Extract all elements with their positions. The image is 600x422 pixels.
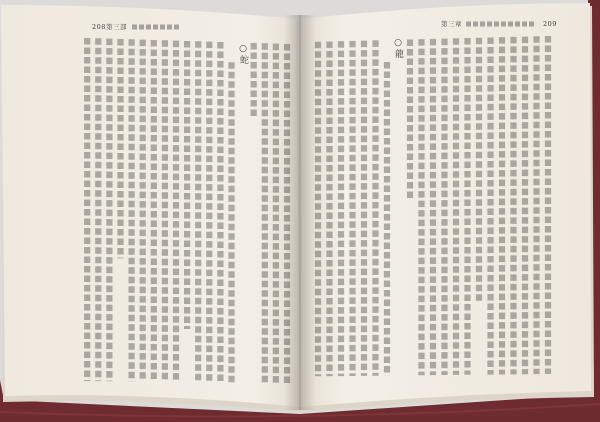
left-section-heading: ○蛇 — [238, 44, 248, 65]
left-page-number: 208 — [92, 23, 106, 31]
right-section-heading: ○龍 — [393, 38, 403, 59]
right-page-number: 209 — [543, 20, 557, 28]
right-running-header: 第三章 — [441, 20, 462, 28]
left-running-header: 第三部 — [106, 23, 127, 31]
